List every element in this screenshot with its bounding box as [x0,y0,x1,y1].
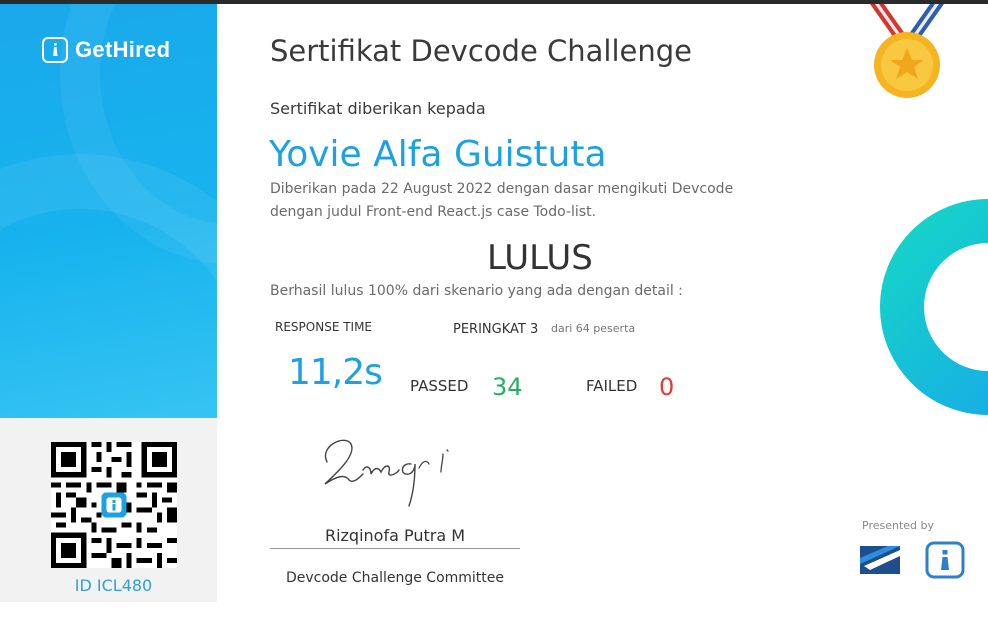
brand-logo [42,37,170,63]
certificate-description: Diberikan pada 22 August 2022 dengan dasar mengikuti Devcode dengan judul Front-end React.js case Todo-list. [270,181,734,220]
gethired-icon [42,37,68,63]
qr-panel [0,418,217,602]
recipient-name: Yovie Alfa Guistuta [269,134,607,175]
handwritten-signature [315,424,475,514]
response-time-value: 11,2s [288,352,382,393]
gethired-logo [924,540,966,580]
rank-label: PERINGKAT 3 [453,322,539,337]
devcode-logo [860,544,902,576]
page-footer-strip [0,602,988,617]
passed-value: 34 [492,373,523,401]
passed-label: PASSED [410,377,469,395]
committee-label: Devcode Challenge Committee [285,570,505,586]
medal-icon [862,4,952,99]
given-to-label: Sertifikat diberikan kepada [270,99,486,118]
failed-value: 0 [659,373,675,401]
detail-text: Berhasil lulus 100% dari skenario yang ada dengan detail : [270,283,683,299]
pass-status: LULUS [487,238,593,278]
certificate [0,4,988,602]
decor-ring [878,197,988,417]
response-time-label: RESPONSE TIME [275,320,373,334]
brand-name: GetHired [75,37,171,62]
sidebar-banner [0,4,217,418]
qr-code [51,442,177,568]
signature-line [270,548,520,549]
signer-name: Rizqinofa Putra M [324,526,466,545]
rank-subtext: dari 64 peserta [551,322,636,335]
failed-label: FAILED [586,377,638,395]
presented-by-label: Presented by [862,519,935,532]
certificate-id: ID ICL480 [74,576,153,595]
certificate-title: Sertifikat Devcode Challenge [270,34,692,68]
